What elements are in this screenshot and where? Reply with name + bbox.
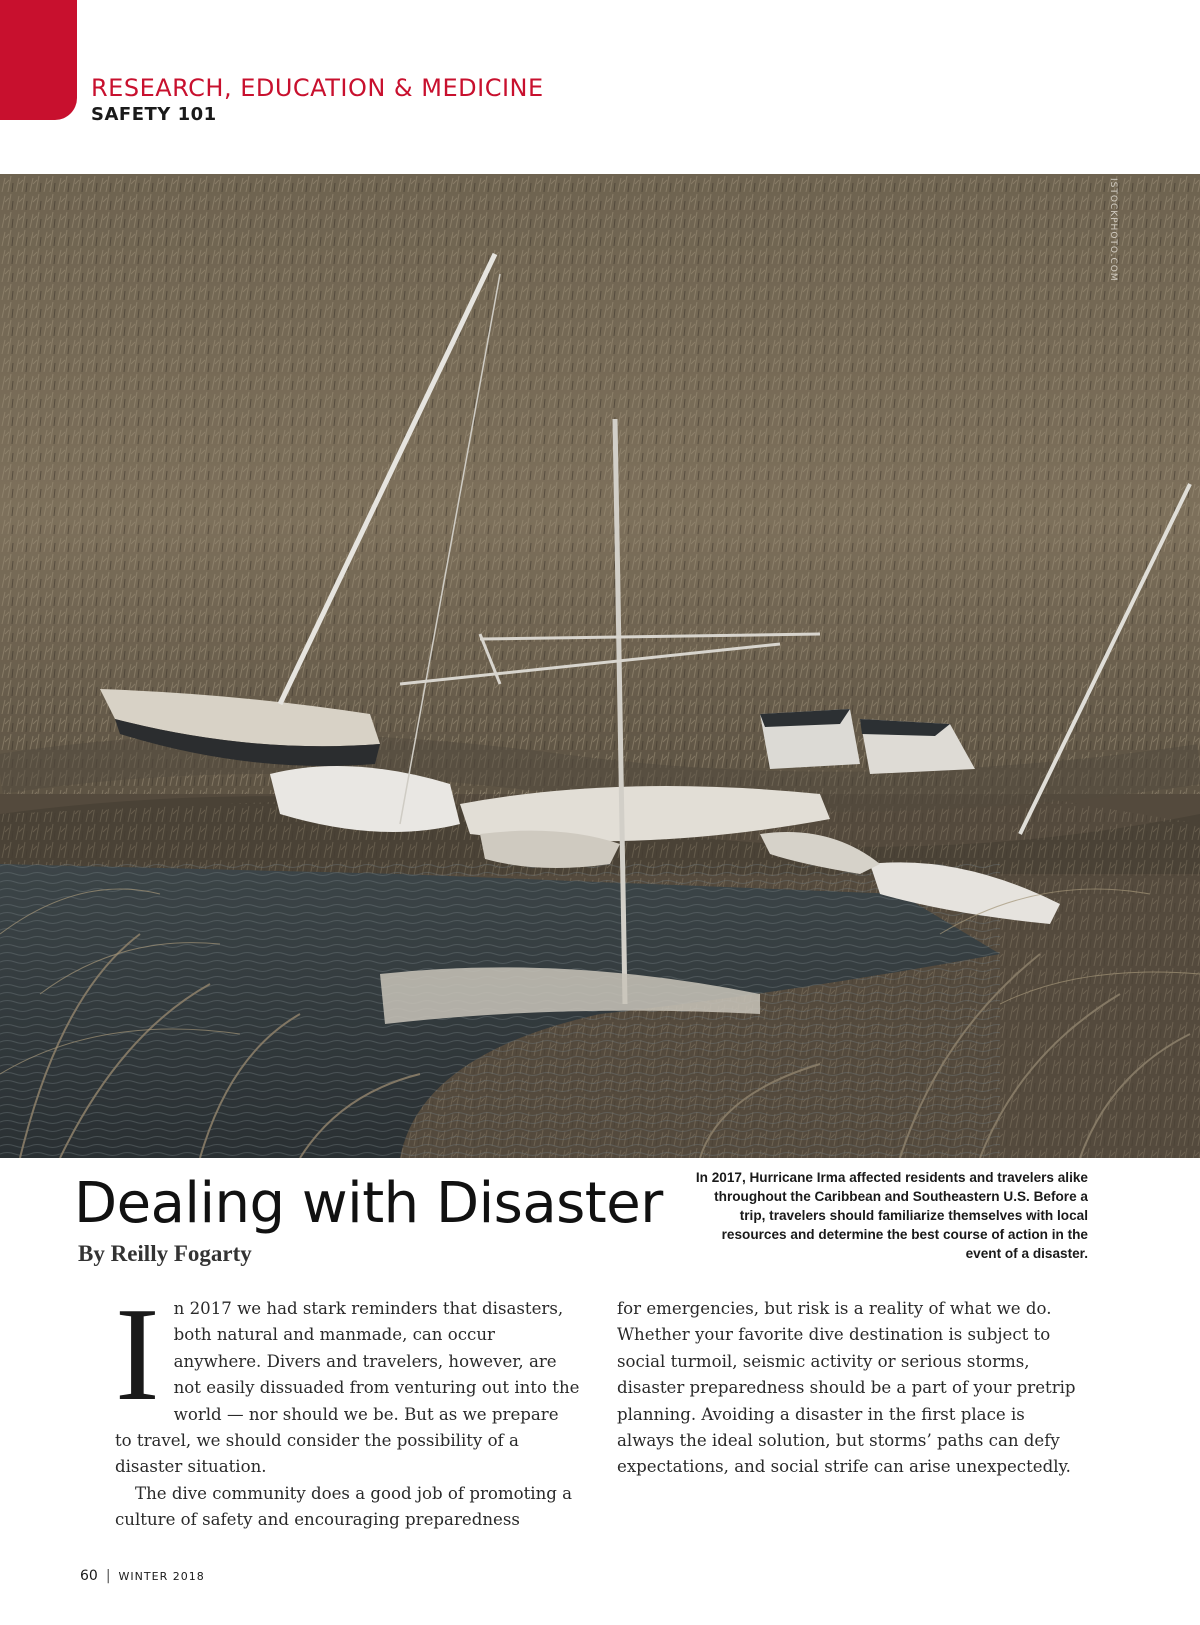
body-column-right [617,1296,1082,1481]
section-color-tab [0,0,77,120]
article-title: Dealing with Disaster [74,1171,663,1236]
article-byline: By Reilly Fogarty [78,1241,252,1266]
photo-credit: ISTOCKPHOTO.COM [1108,178,1118,282]
hurricane-boats-image [0,174,1200,1158]
hero-photo [0,174,1200,1158]
drop-cap: I [115,1280,160,1428]
photo-caption: In 2017, Hurricane Irma affected residents and travelers alike throughout the Caribbean and Southeastern U.S. Before a trip, travelers should familiarize themselves with local resources and determine the best course of action in the event of a disaster. [695,1170,1088,1261]
issue-label: WINTER 2018 [118,1570,205,1583]
section-title: RESEARCH, EDUCATION & MEDICINE [91,74,544,102]
paragraph-2-continued: for emergencies, but risk is a reality of what we do. Whether your favorite dive destination is subject to social turmoil, seismic activity or serious storms, disaster preparedness should be a part of your pretrip planning. Avoiding a disaster in the first place is always the ideal solution, but storms’ paths can defy expectations, and social strife can arise unexpectedly. [617,1299,1076,1477]
section-subtitle: SAFETY 101 [91,104,217,125]
paragraph-2: The dive community does a good job of promoting a culture of safety and encouraging preparedness [115,1483,573,1530]
paragraph-1-text: n 2017 we had stark reminders that disasters, both natural and manmade, can occur anywhere. Divers and travelers, however, are not easily dissuaded from venturing out into the world — nor should we be. But as we prepare to travel, we should consider the possibility of a disaster situation. [115,1299,580,1477]
page-folio [80,1568,205,1584]
body-column-left [115,1280,580,1534]
folio-separator: | [105,1568,111,1584]
paragraph-1 [115,1280,580,1481]
page-number: 60 [80,1568,98,1584]
